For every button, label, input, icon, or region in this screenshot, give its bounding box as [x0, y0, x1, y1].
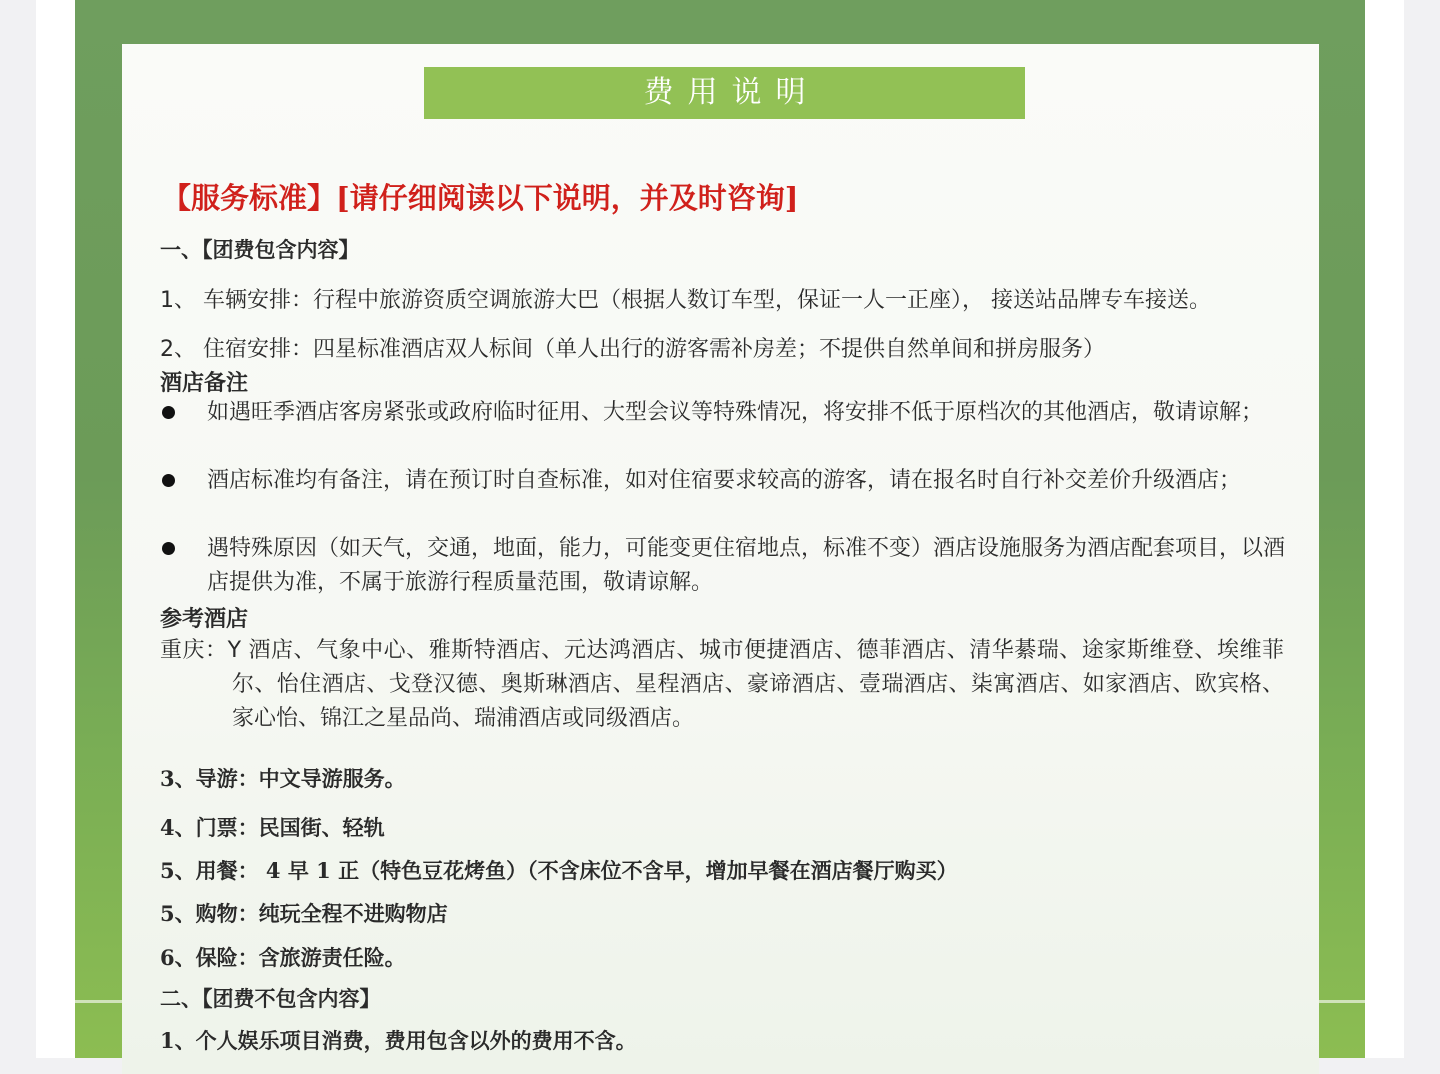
hotel-note-3: 遇特殊原因（如天气，交通，地面，能力，可能变更住宿地点，标准不变）酒店设施服务为酒店配套项目，以酒店提供为准，不属于旅游行程质量范围，敬请谅解。: [207, 536, 1286, 595]
tickets-item: 4、门票：民国街、轻轨: [160, 815, 385, 840]
hotel-note-title: 酒店备注: [160, 370, 249, 396]
guide-item: 3、导游：中文导游服务。: [160, 766, 406, 791]
service-standard-heading: 【服务标准】[请仔细阅读以下说明，并及时咨询]: [162, 181, 799, 215]
reference-hotel-title: 参考酒店: [160, 606, 249, 632]
field-line-decoration: [1315, 1000, 1365, 1003]
hotel-note-2: 酒店标准均有备注，请在预订时自查标准，如对住宿要求较高的游客，请在报名时自行补交差价升级酒店；: [207, 468, 1242, 493]
field-line-decoration: [75, 1000, 125, 1003]
section2-title: 二、【团费不包含内容】: [160, 986, 381, 1011]
bullet-icon: [162, 406, 175, 419]
bullet-icon: [162, 474, 175, 487]
hotel-note-1: 如遇旺季酒店客房紧张或政府临时征用、大型会议等特殊情况，将安排不低于原档次的其他酒店，敬请谅解；: [207, 400, 1264, 425]
exclusion-item-1: 1、个人娱乐项目消费，费用包含以外的费用不含。: [160, 1028, 637, 1053]
bullet-icon: [162, 542, 175, 555]
meals-item: 5、用餐： 4 早 1 正（特色豆花烤鱼）（不含床位不含早，增加早餐在酒店餐厅购买）: [160, 858, 958, 883]
page-title: 费用说明: [424, 67, 1025, 119]
section1-title: 一、【团费包含内容】: [160, 237, 360, 262]
reference-hotel-list: 重庆：Y 酒店、气象中心、雅斯特酒店、元达鸿酒店、城市便捷酒店、德菲酒店、清华綦瑞、途家斯维登、埃维菲尔、怡住酒店、戈登汉德、奥斯琳酒店、星程酒店、豪谛酒店、壹瑞酒店、柒寓酒店、如家酒店、欧宾格、家心怡、锦江之星品尚、瑞浦酒店或同级酒店。: [160, 638, 1284, 731]
vehicle-item: 1、 车辆安排：行程中旅游资质空调旅游大巴（根据人数订车型，保证一人一正座）， 接送站品牌专车接送。: [160, 288, 1211, 313]
lodging-item: 2、 住宿安排：四星标准酒店双人标间（单人出行的游客需补房差；不提供自然单间和拼房服务）: [160, 337, 1105, 362]
shopping-item: 5、购物：纯玩全程不进购物店: [160, 901, 448, 926]
insurance-item: 6、保险：含旅游责任险。: [160, 945, 406, 970]
